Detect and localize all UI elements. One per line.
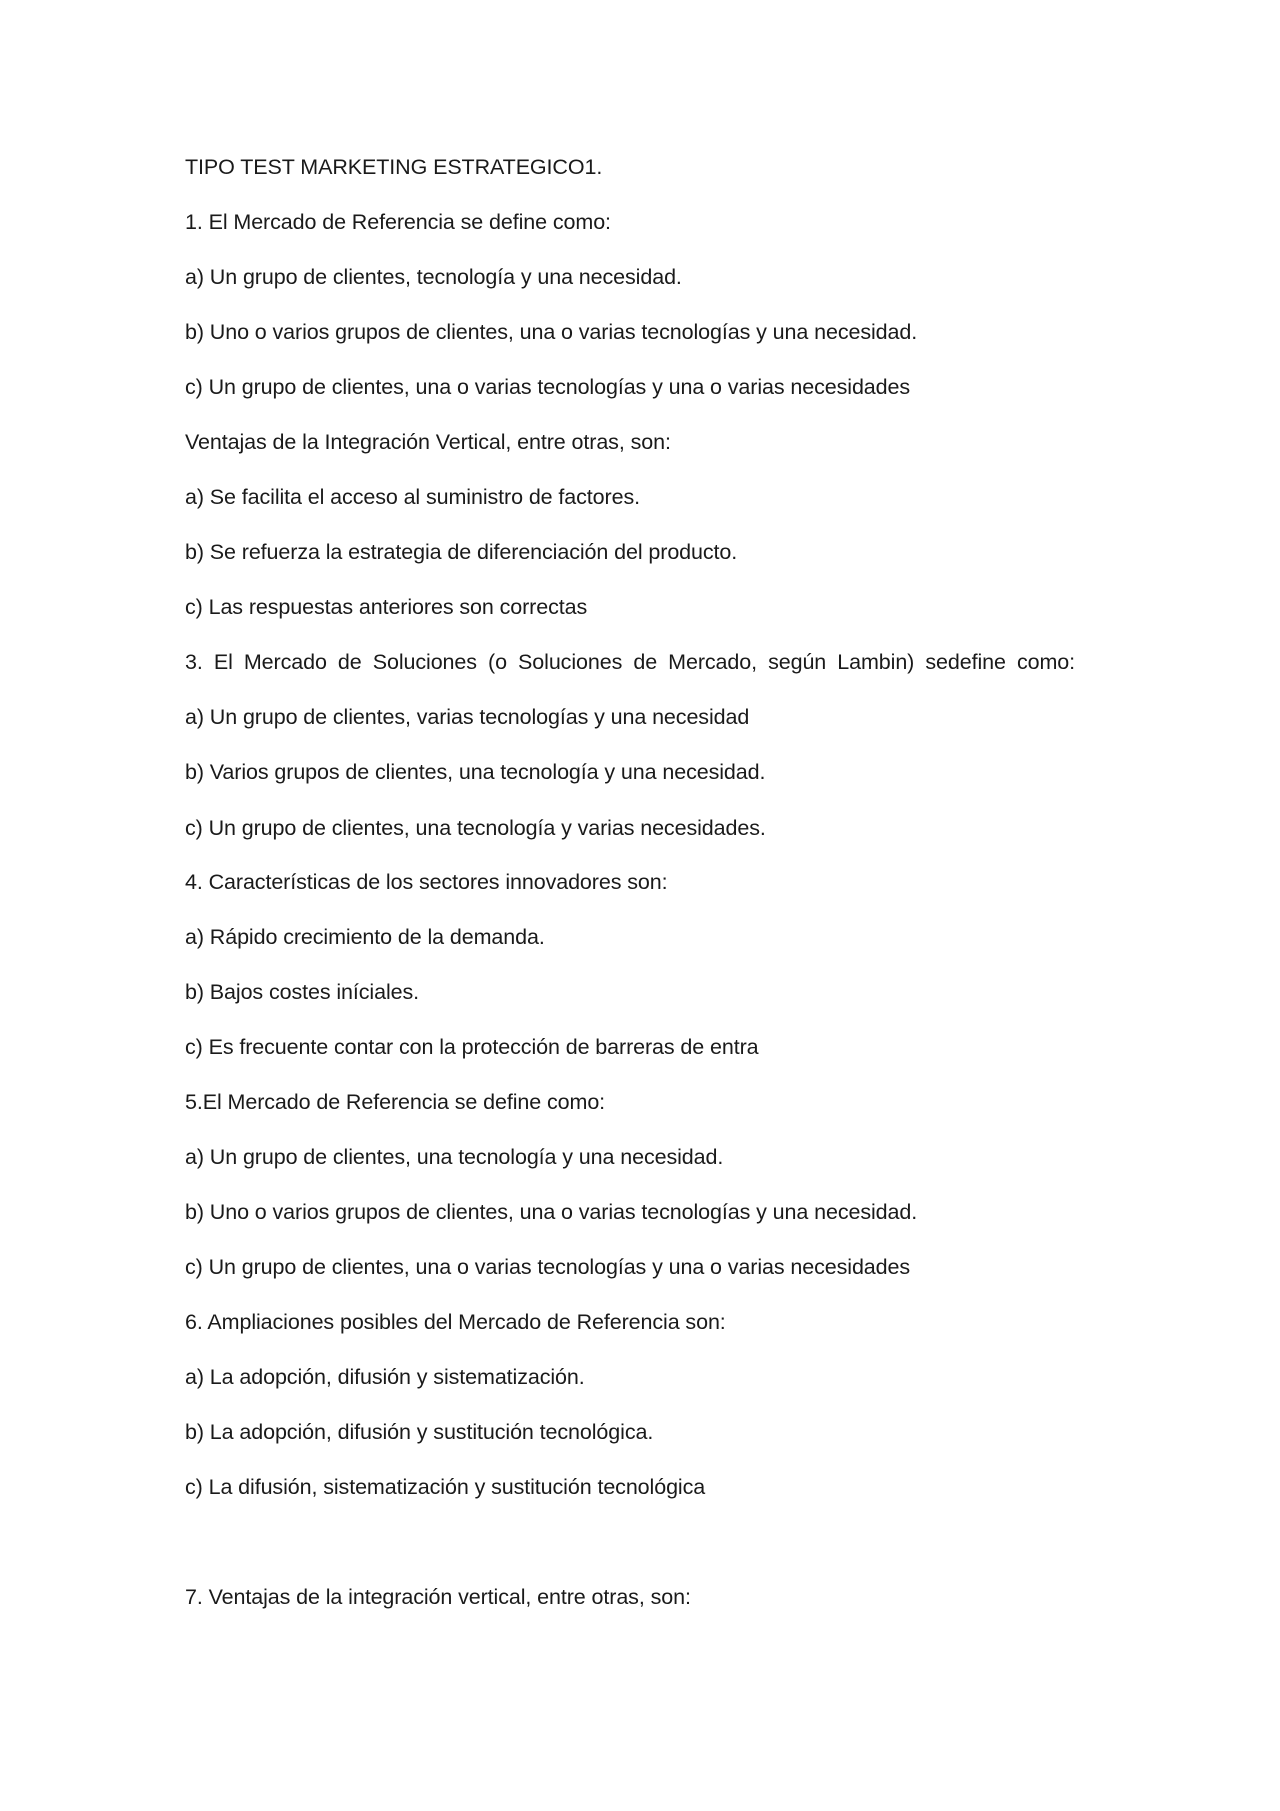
question-3: 3. El Mercado de Soluciones (o Soluciones de Mercado, según Lambin) sedefine como: (185, 650, 1075, 674)
question-1: 1. El Mercado de Referencia se define como: (185, 210, 611, 234)
question-2: Ventajas de la Integración Vertical, entre otras, son: (185, 430, 671, 454)
answer-3b: b) Varios grupos de clientes, una tecnología y una necesidad. (185, 760, 766, 784)
answer-5c: c) Un grupo de clientes, una o varias tecnologías y una o varias necesidades (185, 1255, 911, 1279)
question-6: 6. Ampliaciones posibles del Mercado de Referencia son: (185, 1310, 726, 1334)
answer-1c: c) Un grupo de clientes, una o varias tecnologías y una o varias necesidades (185, 375, 911, 399)
answer-5a: a) Un grupo de clientes, una tecnología y una necesidad. (185, 1145, 724, 1169)
answer-6b: b) La adopción, difusión y sustitución tecnológica. (185, 1420, 654, 1444)
answer-6c: c) La difusión, sistematización y sustitución tecnológica (185, 1475, 706, 1499)
answer-5b: b) Uno o varios grupos de clientes, una o varias tecnologías y una necesidad. (185, 1200, 918, 1224)
question-4: 4. Características de los sectores innovadores son: (185, 870, 668, 894)
answer-6a: a) La adopción, difusión y sistematización. (185, 1365, 585, 1389)
question-7: 7. Ventajas de la integración vertical, entre otras, son: (185, 1585, 691, 1609)
answer-2b: b) Se refuerza la estrategia de diferenciación del producto. (185, 540, 738, 564)
answer-4b: b) Bajos costes iníciales. (185, 980, 420, 1004)
document-title: TIPO TEST MARKETING ESTRATEGICO1. (185, 155, 603, 179)
answer-2c: c) Las respuestas anteriores son correctas (185, 595, 588, 619)
answer-3c: c) Un grupo de clientes, una tecnología y varias necesidades. (185, 816, 766, 840)
answer-4a: a) Rápido crecimiento de la demanda. (185, 925, 545, 949)
answer-3a: a) Un grupo de clientes, varias tecnologías y una necesidad (185, 705, 750, 729)
answer-4c: c) Es frecuente contar con la protección de barreras de entra (185, 1035, 759, 1059)
answer-1a: a) Un grupo de clientes, tecnología y una necesidad. (185, 265, 682, 289)
answer-2a: a) Se facilita el acceso al suministro de factores. (185, 485, 640, 509)
answer-1b: b) Uno o varios grupos de clientes, una o varias tecnologías y una necesidad. (185, 320, 918, 344)
question-5: 5.El Mercado de Referencia se define como: (185, 1090, 606, 1114)
